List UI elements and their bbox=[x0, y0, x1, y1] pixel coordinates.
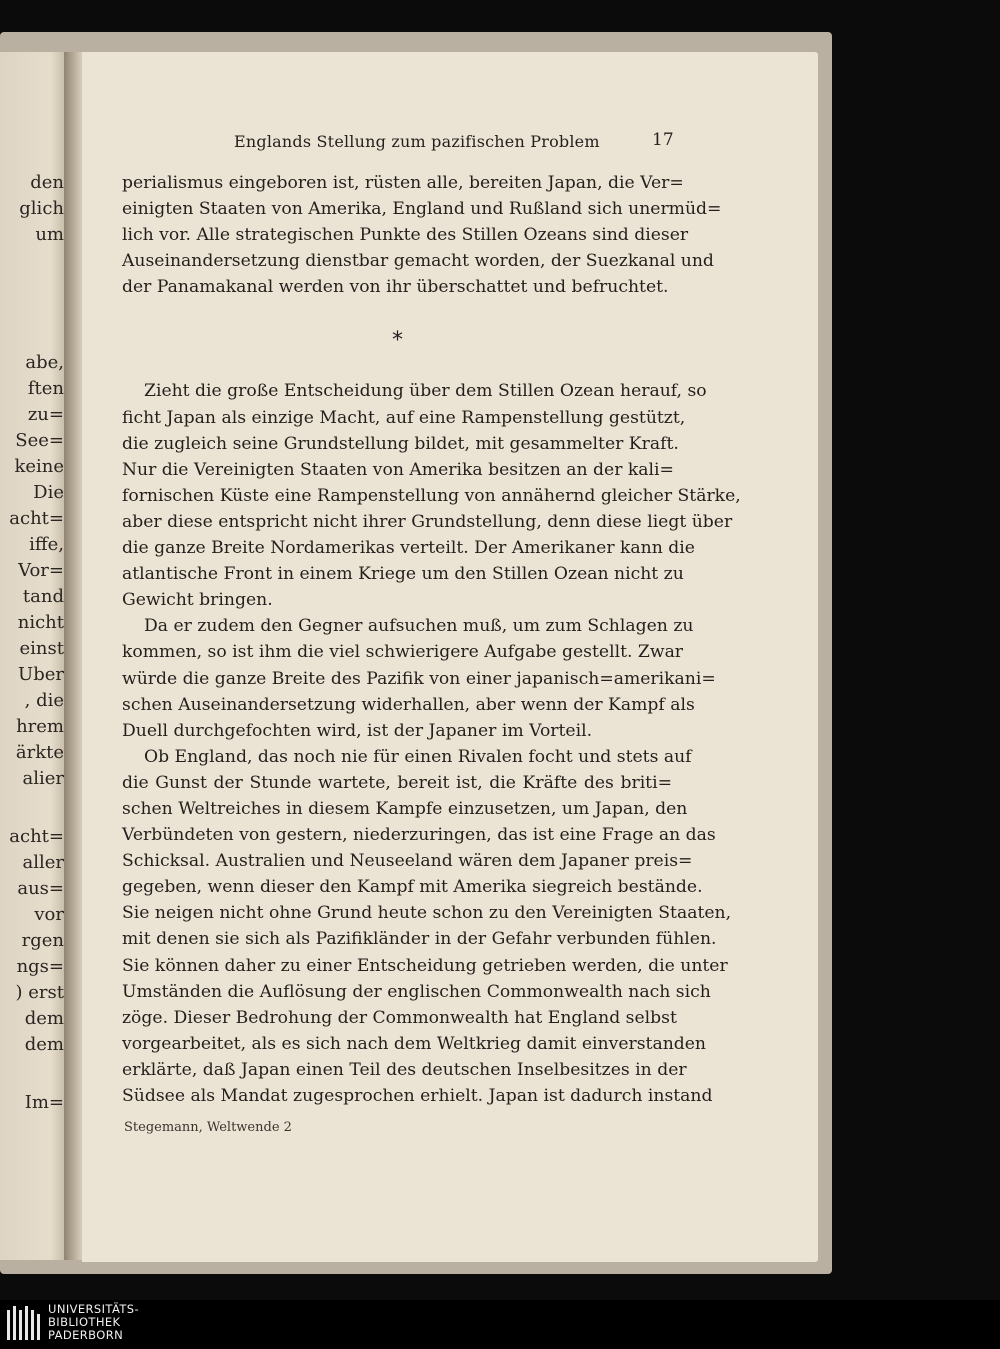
library-logo-text bbox=[48, 1303, 139, 1342]
page-body-text bbox=[122, 170, 741, 1109]
text-line: perialismus eingeboren ist, rüsten alle, bereiten Japan, die Ver= bbox=[122, 173, 684, 193]
left-page-fragment: zu= bbox=[27, 404, 64, 425]
left-page-fragment: ften bbox=[27, 378, 64, 399]
left-page-fragment: rgen bbox=[21, 930, 64, 951]
left-page-fragment: tand bbox=[22, 586, 64, 607]
left-page-fragment: glich bbox=[19, 198, 64, 219]
library-logo-bar bbox=[0, 1300, 1000, 1349]
left-page-fragment: Im= bbox=[24, 1092, 64, 1113]
left-page-fragment: aus= bbox=[17, 878, 64, 899]
text-line: gegeben, wenn dieser den Kampf mit Amerika siegreich bestände. bbox=[122, 877, 703, 898]
library-logo-icon bbox=[6, 1304, 42, 1344]
text-line: atlantische Front in einem Kriege um den Stillen Ozean nicht zu bbox=[122, 564, 684, 585]
logo-line-2: BIBLIOTHEK bbox=[48, 1315, 121, 1329]
left-page-fragment: dem bbox=[24, 1034, 64, 1055]
left-page-fragment: See= bbox=[15, 430, 64, 451]
left-page-fragment: acht= bbox=[9, 826, 64, 847]
left-page-fragment: ) erst bbox=[15, 982, 64, 1003]
text-line: Ob England, das noch nie für einen Rivalen focht und stets auf bbox=[144, 746, 692, 767]
text-line: schen Auseinandersetzung widerhallen, aber wenn der Kampf als bbox=[122, 694, 695, 715]
left-page-fragment: Uber bbox=[18, 664, 64, 685]
left-page-fragment: Vor= bbox=[18, 560, 64, 581]
logo-line-1: UNIVERSITÄTS- bbox=[48, 1302, 140, 1316]
left-page-fragment: ärkte bbox=[15, 742, 64, 763]
page-number: 17 bbox=[652, 130, 674, 150]
text-line: lich vor. Alle strategischen Punkte des Stillen Ozeans sind dieser bbox=[122, 225, 689, 246]
left-page-edge bbox=[0, 52, 72, 1260]
text-line: die Gunst der Stunde wartete, bereit ist, die Kräfte des briti= bbox=[122, 772, 672, 793]
left-page-fragment: hrem bbox=[16, 716, 64, 737]
left-page-fragment: acht= bbox=[9, 508, 64, 529]
footer-signature: Stegemann, Weltwende 2 bbox=[124, 1120, 292, 1135]
text-line: Zieht die große Entscheidung über dem Stillen Ozean herauf, so bbox=[144, 381, 707, 402]
text-line: Sie neigen nicht ohne Grund heute schon zu den Vereinigten Staaten, bbox=[122, 903, 732, 924]
text-line: Nur die Vereinigten Staaten von Amerika besitzen an der kali= bbox=[122, 459, 674, 480]
text-line: Schicksal. Australien und Neuseeland wären dem Japaner preis= bbox=[122, 851, 693, 872]
left-page-fragment: , die bbox=[24, 690, 64, 711]
running-header: Englands Stellung zum pazifischen Problem bbox=[234, 132, 600, 151]
text-line: der Panamakanal werden von ihr überschattet und befruchtet. bbox=[122, 277, 669, 298]
left-page-fragment: alier bbox=[22, 768, 64, 789]
text-line: erklärte, daß Japan einen Teil des deutschen Inselbesitzes in der bbox=[122, 1059, 687, 1080]
text-line: Verbündeten von gestern, niederzuringen, das ist eine Frage an das bbox=[122, 825, 716, 846]
text-line: einigten Staaten von Amerika, England und Rußland sich unermüd= bbox=[122, 199, 722, 220]
left-page-fragment: den bbox=[30, 172, 64, 193]
logo-line-3: PADERBORN bbox=[48, 1328, 124, 1342]
text-line: die ganze Breite Nordamerikas verteilt. Der Amerikaner kann die bbox=[122, 538, 695, 559]
section-separator: * bbox=[392, 328, 403, 353]
text-line: vorgearbeitet, als es sich nach dem Weltkrieg damit einverstanden bbox=[122, 1033, 707, 1054]
text-line: ficht Japan als einzige Macht, auf eine Rampenstellung gestützt, bbox=[122, 407, 686, 428]
text-line: die zugleich seine Grundstellung bildet, mit gesammelter Kraft. bbox=[122, 433, 679, 454]
text-line: würde die ganze Breite des Pazifik von einer japanisch=amerikani= bbox=[122, 668, 716, 689]
left-page-fragment: dem bbox=[24, 1008, 64, 1029]
left-page-fragment: aller bbox=[22, 852, 64, 873]
text-line: mit denen sie sich als Pazifikländer in der Gefahr verbunden fühlen. bbox=[122, 929, 717, 950]
left-page-fragment: vor bbox=[34, 904, 64, 925]
left-page-fragment: nicht bbox=[17, 612, 64, 633]
left-page-fragment: abe, bbox=[25, 352, 64, 373]
left-page-fragment: keine bbox=[14, 456, 64, 477]
left-page-fragment: einst bbox=[19, 638, 64, 659]
text-line: Da er zudem den Gegner aufsuchen muß, um zum Schlagen zu bbox=[144, 616, 694, 637]
text-line: fornischen Küste eine Rampenstellung von annähernd gleicher Stärke, bbox=[122, 485, 741, 506]
text-line: Gewicht bringen. bbox=[122, 590, 273, 611]
text-line: Südsee als Mandat zugesprochen erhielt. Japan ist dadurch instand bbox=[122, 1086, 713, 1106]
text-line: Sie können daher zu einer Entscheidung getrieben werden, die unter bbox=[122, 955, 728, 976]
text-line: zöge. Dieser Bedrohung der Commonwealth hat England selbst bbox=[122, 1007, 677, 1028]
text-line: Umständen die Auflösung der englischen Commonwealth nach sich bbox=[122, 981, 711, 1002]
text-line: schen Weltreiches in diesem Kampfe einzusetzen, um Japan, den bbox=[122, 798, 688, 819]
text-line: Auseinandersetzung dienstbar gemacht worden, der Suezkanal und bbox=[122, 251, 714, 272]
left-page-fragment: Die bbox=[33, 482, 64, 503]
text-line: kommen, so ist ihm die viel schwierigere Aufgabe gestellt. Zwar bbox=[122, 642, 684, 663]
text-line: aber diese entspricht nicht ihrer Grundstellung, denn diese liegt über bbox=[122, 511, 733, 532]
text-line: Duell durchgefochten wird, ist der Japaner im Vorteil. bbox=[122, 720, 593, 741]
left-page-fragment: ngs= bbox=[16, 956, 64, 977]
left-page-fragment: iffe, bbox=[29, 534, 64, 555]
left-page-fragment: um bbox=[35, 224, 64, 245]
